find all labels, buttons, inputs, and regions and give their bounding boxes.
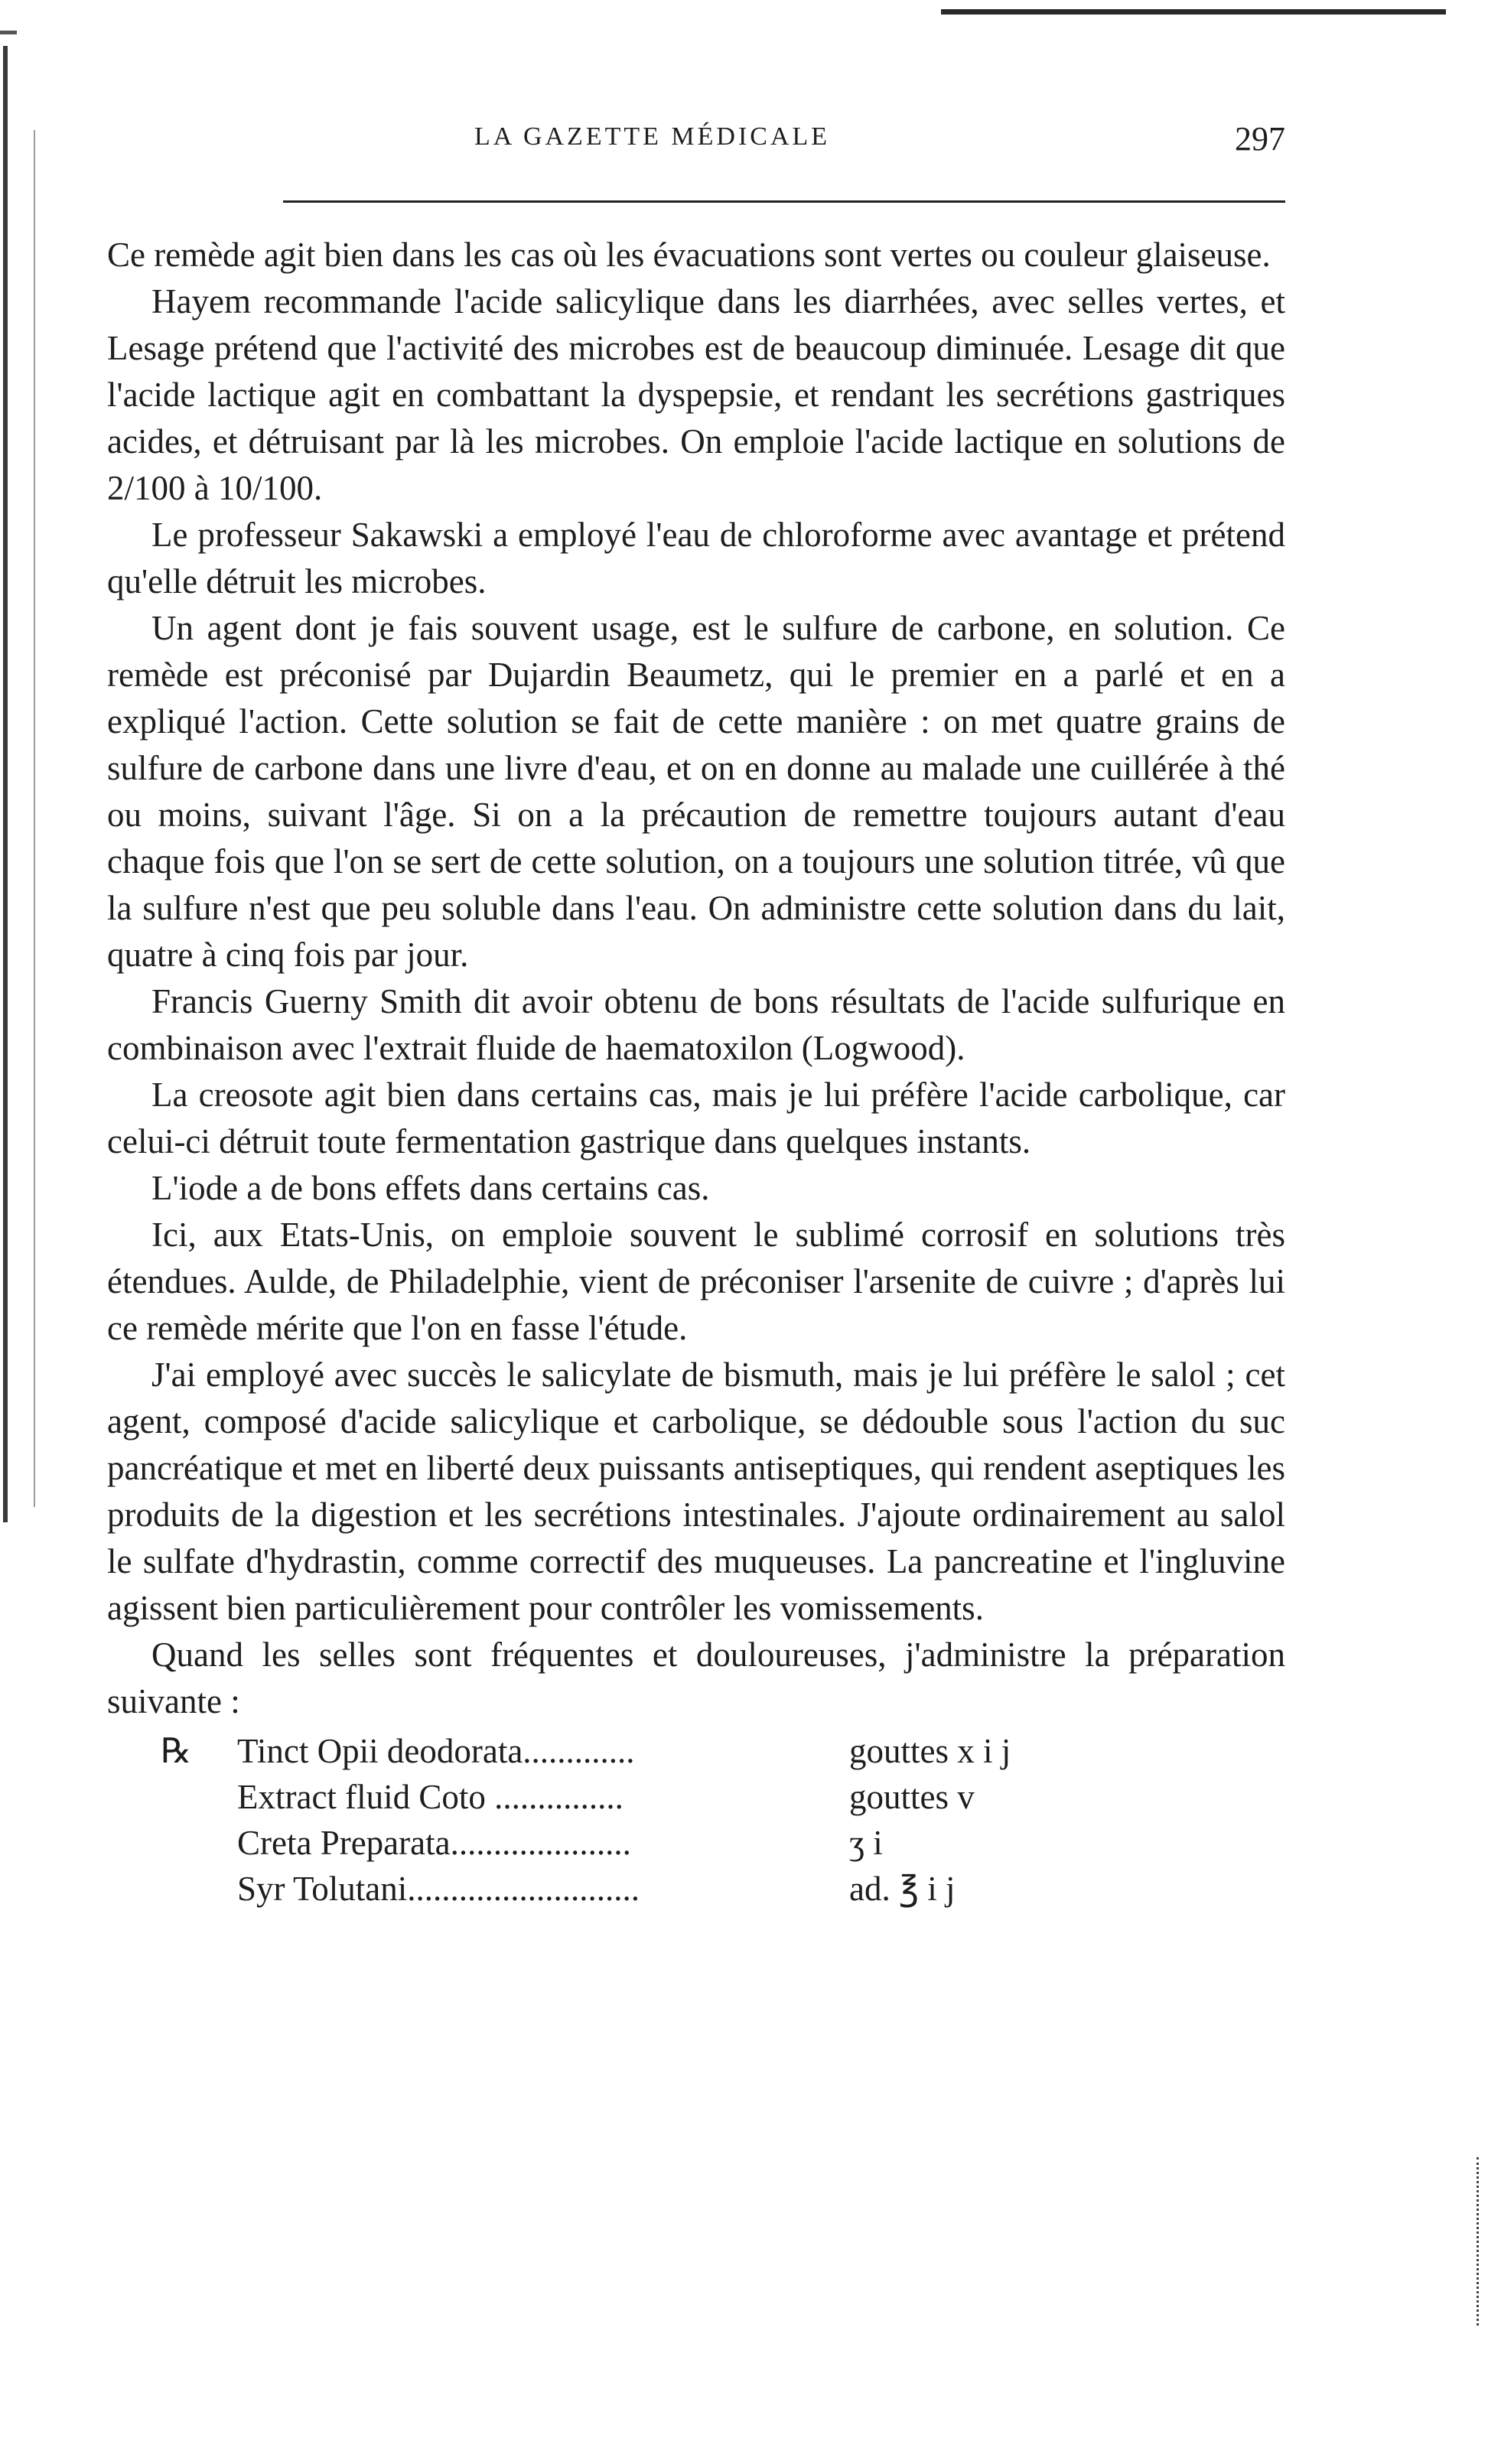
scan-gutter-line [34, 130, 35, 1507]
paragraph: Ce remède agit bien dans les cas où les évacuations sont vertes ou couleur glaiseuse. [107, 236, 1271, 274]
scan-mark [0, 31, 17, 34]
paragraph: Ici, aux Etats-Unis, on emploie souvent le sublimé corrosif en solutions très étendues. Aulde, de Philadelphie, vient de préconiser l'arsenite de cuivre ; d'après lui ce remède mérite que l'on en fasse l'étude. [107, 1216, 1285, 1347]
ingredient-name: Creta Preparata..................... [237, 1824, 631, 1862]
recipe-symbol: ℞ [161, 1732, 192, 1770]
ingredient-name: Syr Tolutani........................... [237, 1870, 640, 1908]
prescription-line [107, 1820, 1285, 1866]
ingredient-dose: ad. ℥ i j [849, 1870, 956, 1908]
paragraph: J'ai employé avec succès le salicylate de bismuth, mais je lui préfère le salol ; cet agent, composé d'acide salicylique et carbolique, se dédouble sous l'action du suc pancréatique et met en liberté deux puissants antiseptiques, qui rendent aseptiques les produits de la digestion et les secrétions intestinales. J'ajoute ordinairement au salol le sulfate d'hydrastin, comme correctif des muqueuses. La pancreatine et l'ingluvine agissent bien particulièrement pour contrôler les vomissements. [107, 1356, 1285, 1627]
scan-border-left [3, 46, 8, 1522]
ingredient-dose: gouttes v [849, 1778, 975, 1816]
body-text [107, 232, 1285, 1725]
paragraph: La creosote agit bien dans certains cas, mais je lui préfère l'acide carbolique, car celui-ci détruit toute fermentation gastrique dans quelques instants. [107, 1076, 1285, 1160]
paragraph: Quand les selles sont fréquentes et douloureuses, j'administre la préparation suivante : [107, 1636, 1285, 1720]
ingredient-name: Extract fluid Coto ............... [237, 1778, 624, 1816]
ingredient-name: Tinct Opii deodorata............. [237, 1732, 635, 1770]
running-title: LA GAZETTE MÉDICALE [474, 122, 831, 151]
scan-border-right [1477, 2157, 1481, 2326]
running-head [107, 122, 1285, 168]
ingredient-dose: ʒ i [849, 1824, 883, 1862]
prescription-line [107, 1866, 1285, 1912]
page-number: 297 [1235, 120, 1285, 158]
prescription-line [107, 1728, 1285, 1774]
ingredient-dose: gouttes x i j [849, 1732, 1011, 1770]
paragraph: Un agent dont je fais souvent usage, est le sulfure de carbone, en solution. Ce remède est préconisé par Dujardin Beaumetz, qui le premier en a parlé et en a expliqué l'action. Cette solution se fait de cette manière : on met quatre grains de sulfure de carbone dans une livre d'eau, et on en donne au malade une cuillérée à thé ou moins, suivant l'âge. Si on a la précaution de remettre toujours autant d'eau chaque fois que l'on se sert de cette solution, on a toujours une solution titrée, vû que la sulfure n'est que peu soluble dans l'eau. On administre cette solution dans du lait, quatre à cinq fois par jour. [107, 609, 1285, 974]
paragraph: Francis Guerny Smith dit avoir obtenu de bons résultats de l'acide sulfurique en combinaison avec l'extrait fluide de haematoxilon (Logwood). [107, 982, 1285, 1067]
page [107, 122, 1285, 1912]
header-rule [283, 200, 1285, 203]
paragraph: Le professeur Sakawski a employé l'eau de chloroforme avec avantage et prétend qu'elle détruit les microbes. [107, 516, 1285, 601]
scan-border-top [941, 9, 1446, 15]
prescription-line [107, 1774, 1285, 1820]
paragraph: L'iode a de bons effets dans certains cas. [151, 1169, 710, 1207]
prescription [107, 1728, 1285, 1912]
paragraph: Hayem recommande l'acide salicylique dans les diarrhées, avec selles vertes, et Lesage prétend que l'activité des microbes est de beaucoup diminuée. Lesage dit que l'acide lactique agit en combattant la dyspepsie, et rendant les secrétions gastriques acides, et détruisant par là les microbes. On emploie l'acide lactique en solutions de 2/100 à 10/100. [107, 282, 1285, 507]
